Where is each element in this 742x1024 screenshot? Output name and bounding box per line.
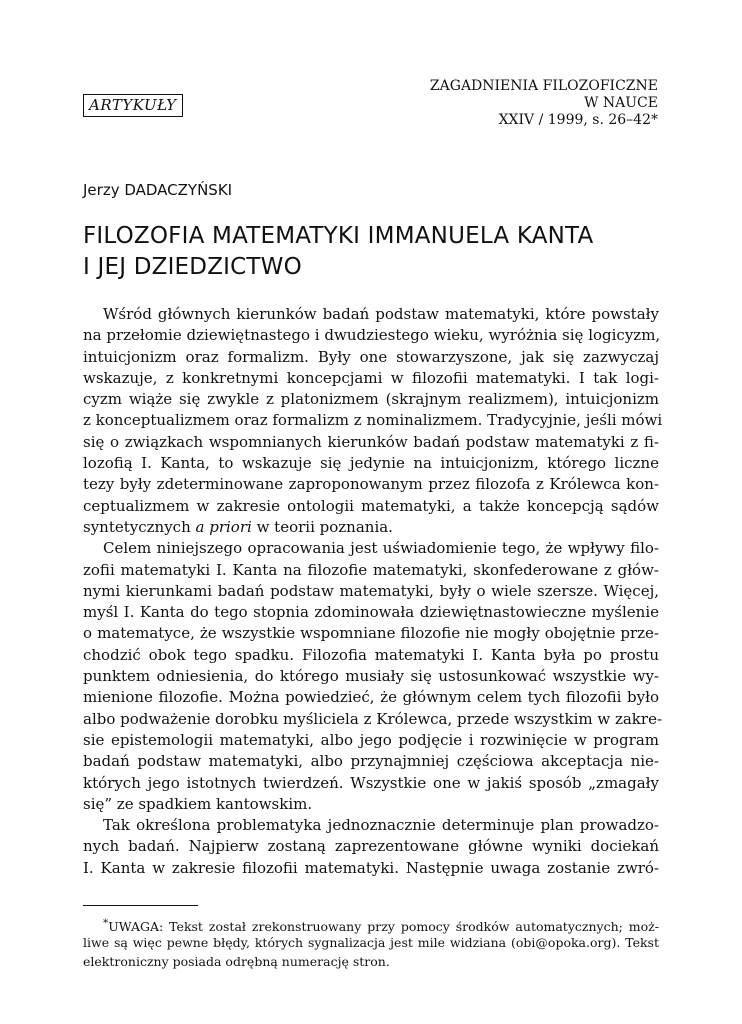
- footnote-divider: [83, 905, 198, 906]
- text-line: tezy były zdeterminowane zaproponowanym przez filozofa z Królewca kon-: [83, 475, 659, 494]
- text-line: Tak określona problematyka jednoznacznie determinuje plan prowadzo-: [103, 816, 659, 835]
- text-line: chodzić obok tego spadku. Filozofia matematyki I. Kanta była po prostu: [83, 645, 659, 664]
- italic-term: a priori: [195, 517, 252, 536]
- footnote-line: [83, 914, 659, 933]
- text-line: lozofią I. Kanta, to wskazuje się jedynie na intuicjonizm, którego liczne: [83, 454, 659, 473]
- section-label: ARTYKUŁY: [83, 94, 183, 117]
- text-fragment: w teorii poznania.: [251, 517, 393, 536]
- text-line: o matematyce, że wszystkie wspomniane filozofie nie mogły obojętnie prze-: [83, 624, 659, 643]
- footnote-marker: *: [103, 917, 109, 929]
- text-line: cyzm wiąże się zwykle z platonizmem (skrajnym realizmem), intuicjonizm: [83, 390, 659, 409]
- text-line: się” ze spadkiem kantowskim.: [83, 794, 313, 813]
- text-line: nych badań. Najpierw zostaną zaprezentowane główne wyniki dociekań: [83, 837, 659, 856]
- text-line: których jego istotnych twierdzeń. Wszystkie one w jakiś sposób „zmagały: [83, 773, 659, 792]
- text-line: [83, 517, 659, 538]
- text-line: ceptualizmem w zakresie ontologii matematyki, a także koncepcją sądów: [83, 496, 659, 515]
- footnote: [83, 914, 659, 971]
- footnote-text: UWAGA: Tekst został zrekonstruowany przy pomocy środków automatycznych; moż-: [108, 919, 659, 935]
- text-line: na przełomie dziewiętnastego i dwudziestego wieku, wyróżnia się logicyzm,: [83, 326, 661, 345]
- text-line: Wśród głównych kierunków badań podstaw matematyki, które powstały: [103, 305, 659, 323]
- text-line: I. Kanta w zakresie filozofii matematyki. Następnie uwaga zostanie zwró-: [83, 858, 659, 877]
- journal-subtitle: W NAUCE: [584, 95, 658, 111]
- text-line: intuicjonizm oraz formalizm. Były one stowarzyszone, jak się zazwyczaj: [83, 347, 659, 366]
- article-body: [83, 304, 663, 879]
- text-line: wskazuje, z konkretnymi koncepcjami w filozofii matematyki. I tak logi-: [83, 368, 659, 387]
- journal-name: ZAGADNIENIA FILOZOFICZNE: [429, 78, 658, 94]
- text-line: zofii matematyki I. Kanta na filozofie matematyki, skonfederowane z głów-: [83, 560, 659, 579]
- footnote-line: liwe są więc pewne błędy, których sygnalizacja jest mile widziana (obi@opoka.org). Tekst: [83, 935, 659, 950]
- journal-issue: XXIV / 1999, s. 26–42*: [498, 112, 658, 128]
- text-fragment: syntetycznych: [83, 517, 196, 536]
- title-line: FILOZOFIA MATEMATYKI IMMANUELA KANTA: [83, 223, 594, 249]
- text-line: z konceptualizmem oraz formalizm z nominalizmem. Tradycyjnie, jeśli mówi: [83, 411, 663, 430]
- text-line: albo podważenie dorobku myśliciela z Królewca, przede wszystkim w zakre-: [83, 709, 663, 728]
- text-line: badań podstaw matematyki, albo przynajmniej częściowa akceptacja nie-: [83, 752, 659, 771]
- journal-info: [358, 78, 658, 129]
- text-line: sie epistemologii matematyki, albo jego podjęcie i rozwinięcie w program: [83, 730, 659, 749]
- text-line: mienione filozofie. Można powiedzieć, że głównym celem tych filozofii było: [83, 688, 659, 707]
- author-name: Jerzy DADACZYŃSKI: [83, 181, 233, 199]
- article-title: [83, 221, 673, 283]
- text-line: punktem odniesienia, do którego musiały się ustosunkować wszystkie wy-: [83, 667, 659, 686]
- title-line: I JEJ DZIEDZICTWO: [83, 254, 302, 280]
- footnote-line: elektroniczny posiada odrębną numerację stron.: [83, 954, 390, 969]
- text-line: myśl I. Kanta do tego stopnia zdominowała dziewiętnastowieczne myślenie: [83, 603, 659, 622]
- text-line: się o związkach wspomnianych kierunków badań podstaw matematyki z fi-: [83, 432, 659, 451]
- text-line: nymi kierunkami badań podstaw matematyki, były o wiele szersze. Więcej,: [83, 581, 659, 600]
- text-line: Celem niniejszego opracowania jest uświadomienie tego, że wpływy filo-: [103, 539, 659, 558]
